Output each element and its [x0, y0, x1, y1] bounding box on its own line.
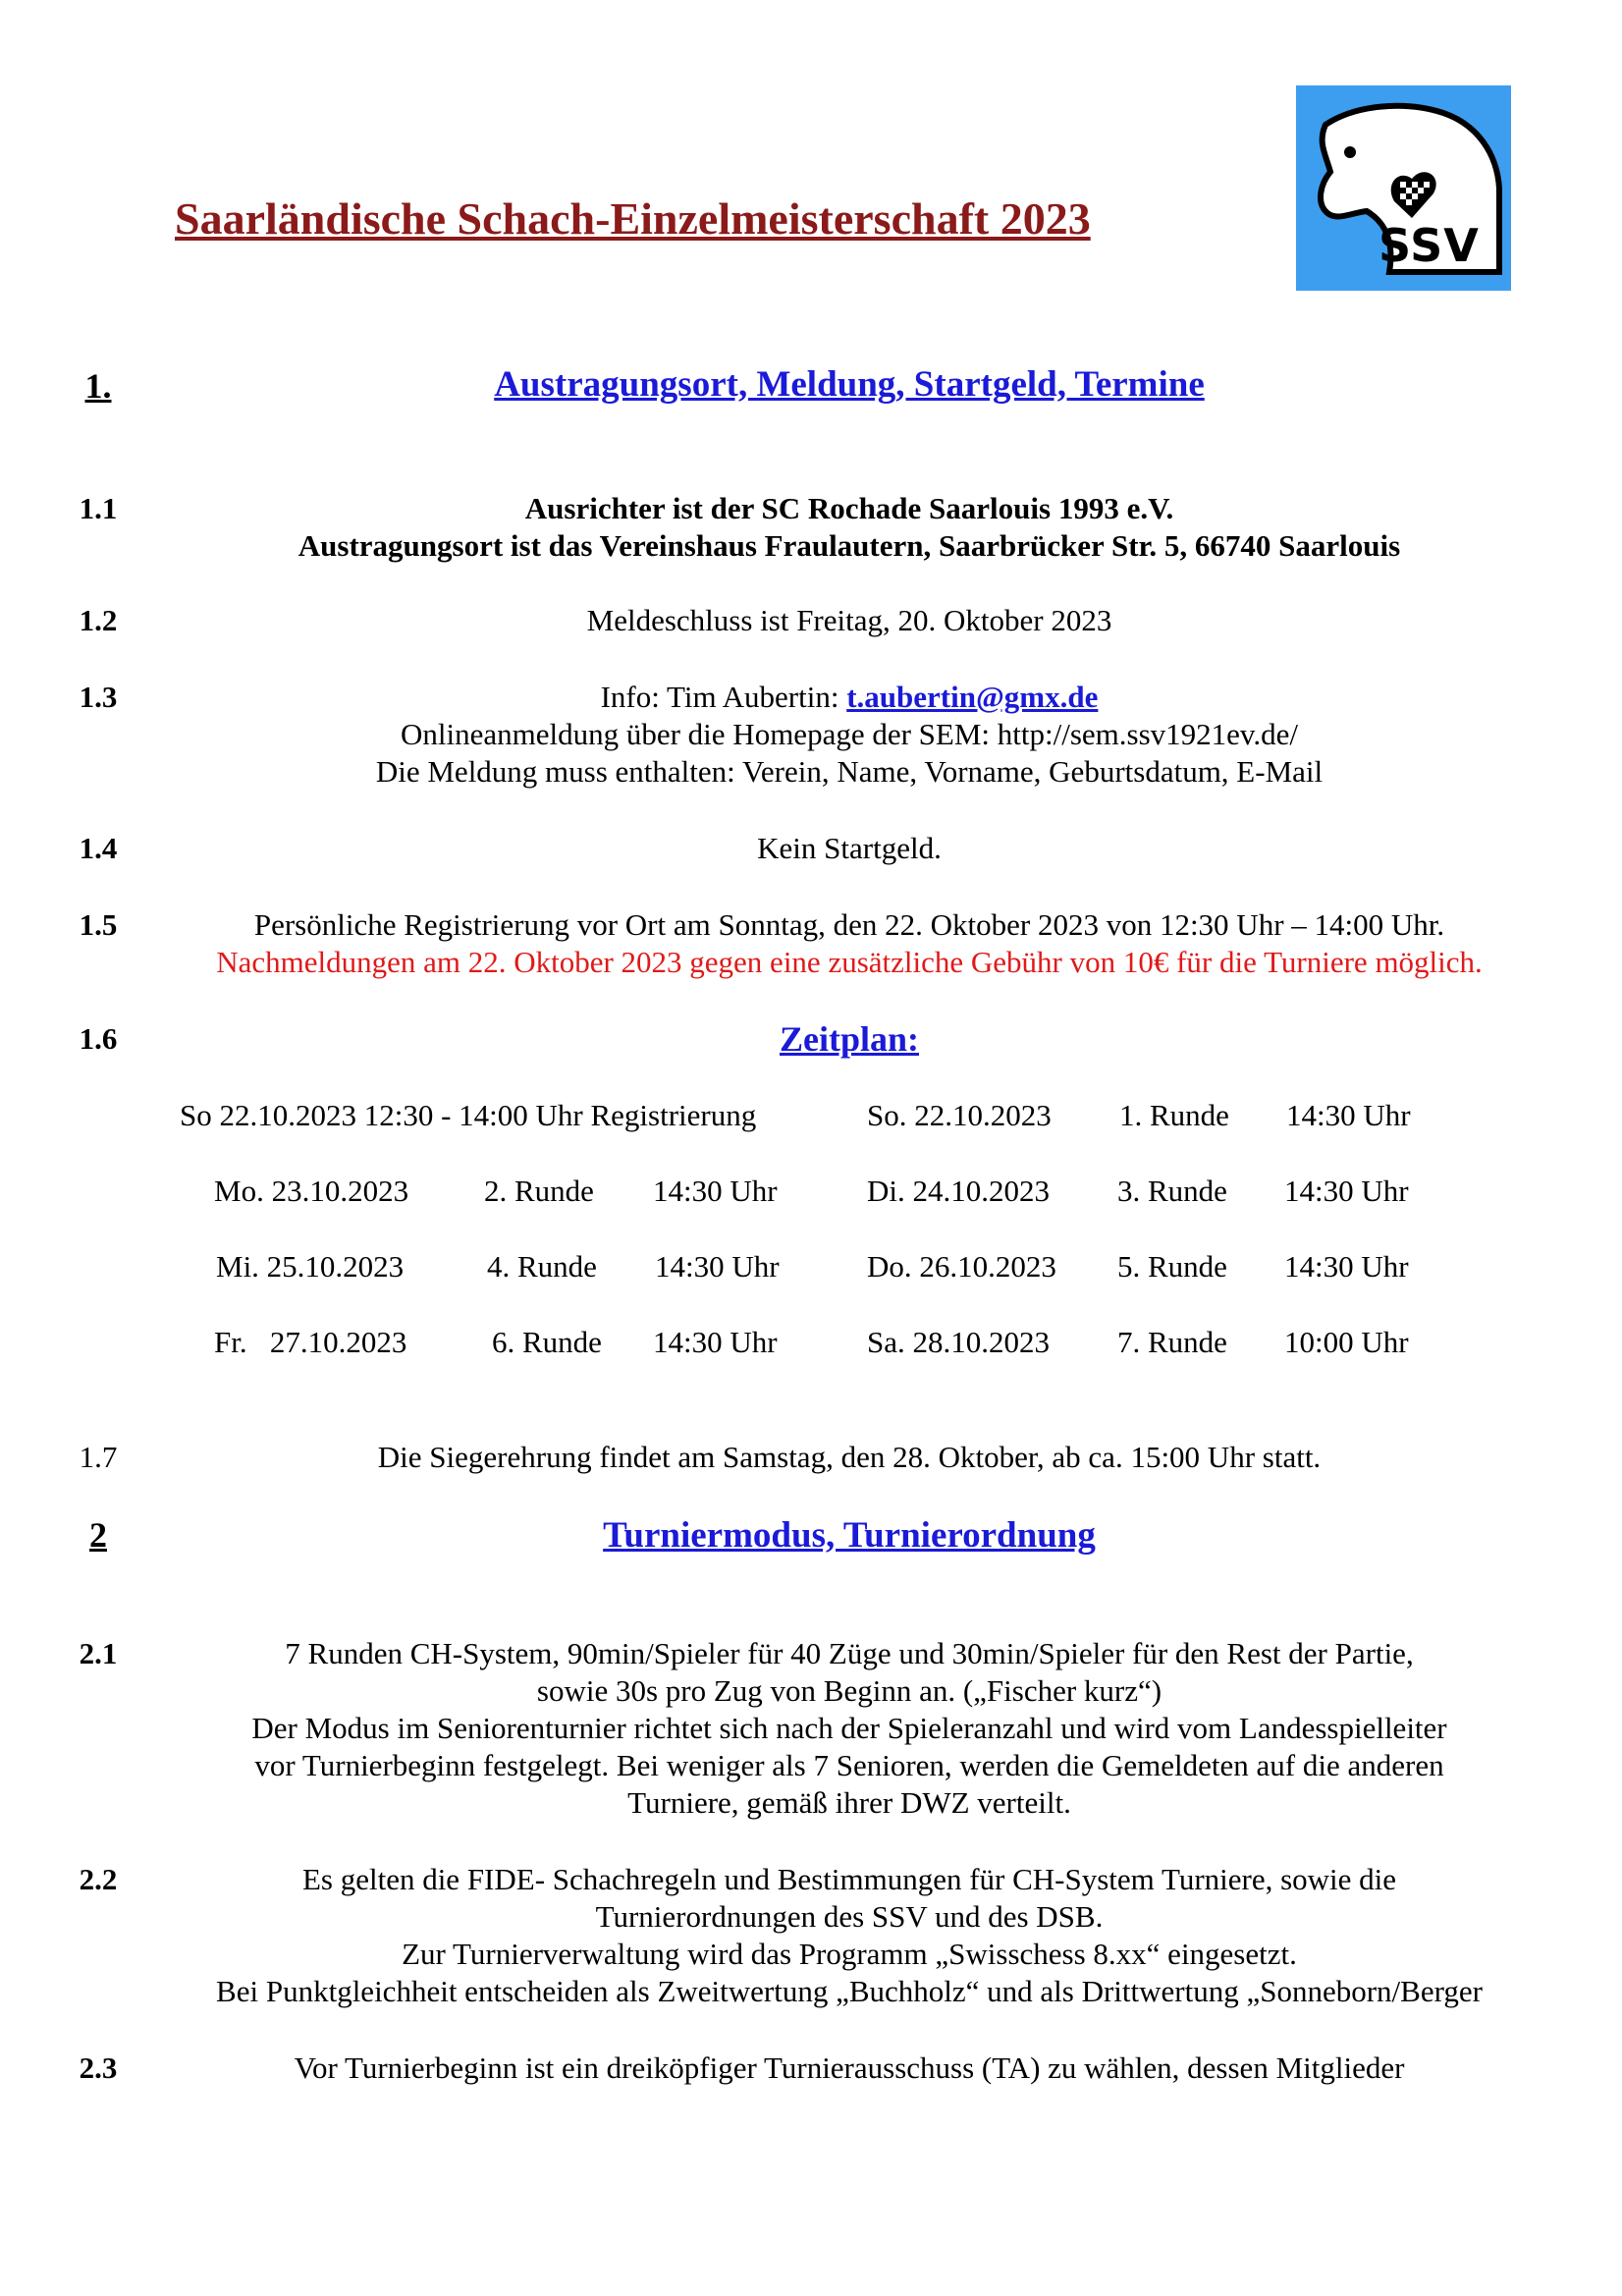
- page-title: Saarländische Schach-Einzelmeisterschaft 2023: [175, 193, 1091, 244]
- ssv-logo: [1296, 85, 1511, 291]
- schedule-round: 7. Runde: [1117, 1325, 1227, 1359]
- section-number: 1.: [84, 366, 112, 406]
- item-line: Meldeschluss ist Freitag, 20. Oktober 2023: [586, 603, 1112, 637]
- info-contact-label: Info: Tim Aubertin:: [600, 680, 847, 714]
- item-line: Vor Turnierbeginn ist ein dreiköpfiger Turnierausschuss (TA) zu wählen, dessen Mitglieder: [294, 2050, 1405, 2085]
- schedule-date: Mo. 23.10.2023: [214, 1174, 409, 1208]
- schedule-time: 14:30 Uhr: [653, 1174, 778, 1208]
- schedule-date: Do. 26.10.2023: [867, 1249, 1056, 1284]
- item-line: Turniere, gemäß ihrer DWZ verteilt.: [627, 1785, 1071, 1820]
- item-number: 1.4: [79, 831, 118, 865]
- schedule-time: 14:30 Uhr: [1284, 1174, 1409, 1208]
- item-line-highlight: Nachmeldungen am 22. Oktober 2023 gegen eine zusätzliche Gebühr von 10€ für die Turniere möglich.: [216, 945, 1483, 979]
- schedule-round: 3. Runde: [1117, 1174, 1227, 1208]
- email-link[interactable]: t.aubertin@gmx.de: [846, 680, 1099, 714]
- section-number: 2: [89, 1515, 107, 1555]
- item-number: 2.3: [79, 2050, 118, 2085]
- item-line: Es gelten die FIDE- Schachregeln und Bestimmungen für CH-System Turniere, sowie die: [301, 1862, 1397, 1896]
- schedule-time: 14:30 Uhr: [653, 1325, 778, 1359]
- schedule-date: Mi. 25.10.2023: [216, 1249, 405, 1284]
- schedule-time: 14:30 Uhr: [655, 1249, 780, 1284]
- schedule-time: 10:00 Uhr: [1284, 1325, 1409, 1359]
- schedule-round: 4. Runde: [487, 1249, 597, 1284]
- schedule-date: So. 22.10.2023: [867, 1098, 1052, 1132]
- item-line: 7 Runden CH-System, 90min/Spieler für 40 Züge und 30min/Spieler für den Rest der Partie,: [285, 1636, 1414, 1670]
- schedule-time: 14:30 Uhr: [1286, 1098, 1411, 1132]
- logo-text: SSV: [1379, 219, 1480, 272]
- schedule-round: 6. Runde: [492, 1325, 602, 1359]
- schedule-heading: Zeitplan:: [779, 1019, 919, 1059]
- item-line: sowie 30s pro Zug von Beginn an. („Fischer kurz“): [536, 1673, 1162, 1708]
- item-line: Ausrichter ist der SC Rochade Saarlouis 1993 e.V.: [524, 491, 1174, 525]
- item-number: 1.1: [79, 491, 118, 525]
- schedule-round: 2. Runde: [484, 1174, 594, 1208]
- item-number: 1.2: [79, 603, 118, 637]
- schedule-round: 5. Runde: [1117, 1249, 1227, 1284]
- section-heading: Austragungsort, Meldung, Startgeld, Termine: [494, 364, 1205, 405]
- schedule-registration: So 22.10.2023 12:30 - 14:00 Uhr Registrierung: [180, 1098, 757, 1132]
- item-line: Die Meldung muss enthalten: Verein, Name, Vorname, Geburtsdatum, E-Mail: [375, 754, 1324, 789]
- item-number: 2.1: [79, 1636, 118, 1670]
- item-line: Kein Startgeld.: [757, 831, 942, 865]
- schedule-date: Sa. 28.10.2023: [867, 1325, 1050, 1359]
- item-number: 2.2: [79, 1862, 118, 1896]
- item-number: 1.6: [79, 1021, 118, 1056]
- section-heading: Turniermodus, Turnierordnung: [603, 1515, 1096, 1556]
- item-line: Zur Turnierverwaltung wird das Programm „Swisschess 8.xx“ eingesetzt.: [402, 1937, 1297, 1971]
- item-line: Austragungsort ist das Vereinshaus Fraulautern, Saarbrücker Str. 5, 66740 Saarlouis: [297, 528, 1401, 563]
- item-line: Der Modus im Seniorenturnier richtet sich nach der Spieleranzahl und wird vom Landesspielleiter: [251, 1711, 1447, 1745]
- schedule-round: 1. Runde: [1119, 1098, 1229, 1132]
- item-number: 1.3: [79, 680, 118, 714]
- item-number: 1.7: [79, 1440, 118, 1474]
- item-number: 1.5: [79, 907, 118, 942]
- item-line: Bei Punktgleichheit entscheiden als Zweitwertung „Buchholz“ und als Drittwertung „Sonneborn/Berger: [216, 1974, 1483, 2008]
- item-line: [137, 680, 1561, 715]
- schedule-date: Fr. 27.10.2023: [214, 1325, 407, 1359]
- item-line: Persönliche Registrierung vor Ort am Sonntag, den 22. Oktober 2023 von 12:30 Uhr – 14:00 Uhr.: [253, 907, 1445, 942]
- schedule-time: 14:30 Uhr: [1284, 1249, 1409, 1284]
- item-line: vor Turnierbeginn festgelegt. Bei weniger als 7 Senioren, werden die Gemeldeten auf die anderen: [254, 1748, 1444, 1782]
- schedule-date: Di. 24.10.2023: [867, 1174, 1050, 1208]
- item-line: Die Siegerehrung findet am Samstag, den 28. Oktober, ab ca. 15:00 Uhr statt.: [377, 1440, 1322, 1474]
- item-line: Onlineanmeldung über die Homepage der SEM: http://sem.ssv1921ev.de/: [400, 717, 1299, 751]
- item-line: Turnierordnungen des SSV und des DSB.: [595, 1899, 1104, 1934]
